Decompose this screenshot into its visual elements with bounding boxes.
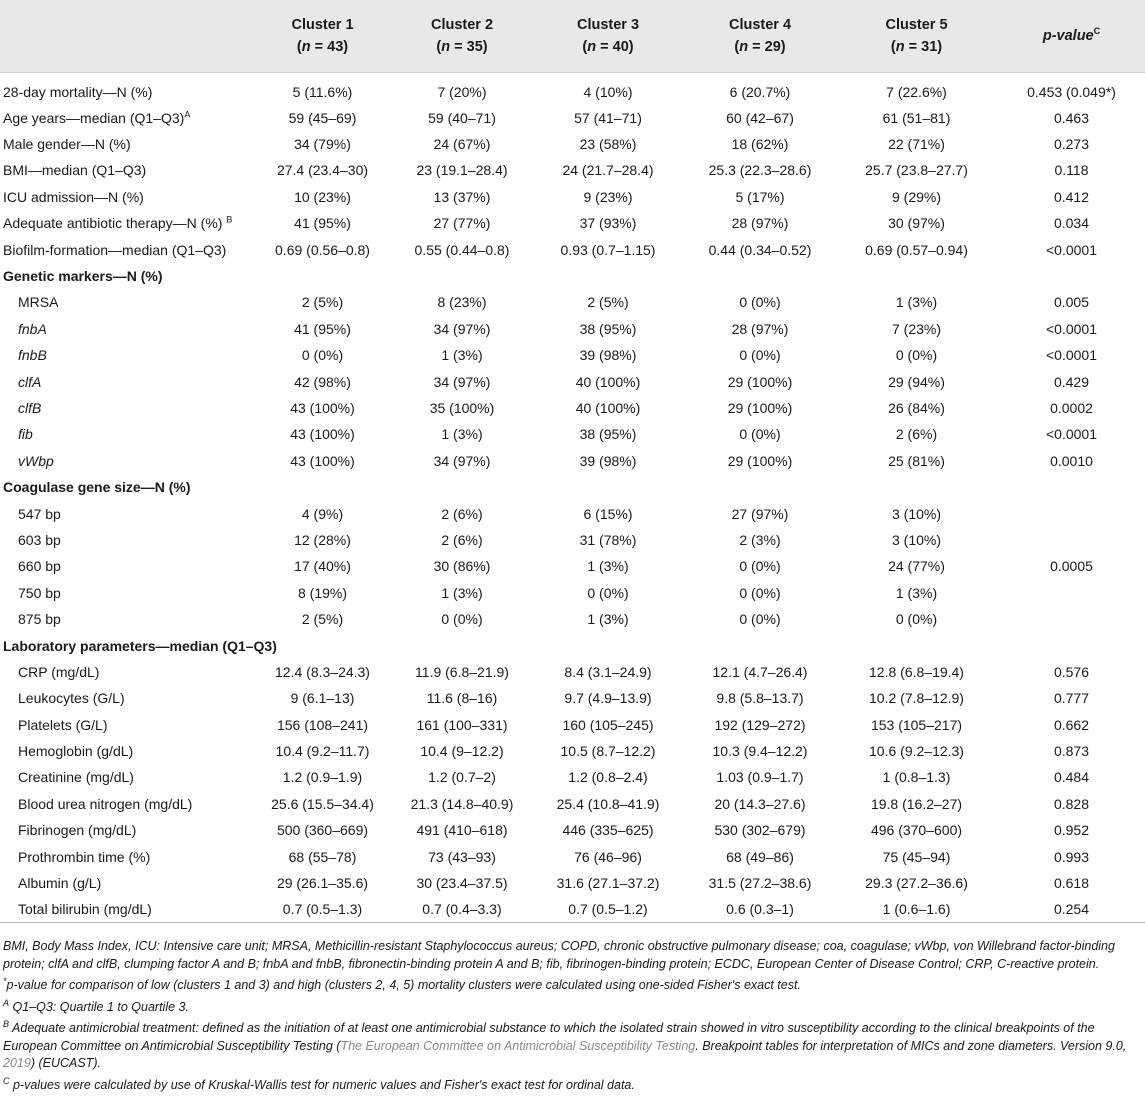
header-empty-cell — [0, 0, 252, 72]
table-cell: 34 (97%) — [433, 452, 491, 469]
table-cell: 6 (20.7%) — [729, 83, 791, 100]
table-row — [0, 606, 1145, 632]
table-row — [0, 817, 1145, 843]
row-label: fib — [18, 426, 33, 443]
table-cell: 59 (40–71) — [428, 109, 496, 126]
table-cell: 0 (0%) — [441, 611, 483, 628]
table-row — [0, 184, 1145, 210]
table-cell: 8 (23%) — [437, 294, 487, 311]
table-row — [0, 870, 1145, 896]
table-cell: 4 (10%) — [583, 83, 633, 100]
table-cell: 530 (302–679) — [714, 822, 806, 839]
table-cell: 41 (95%) — [294, 215, 351, 232]
table-cell: 160 (105–245) — [562, 716, 654, 733]
table-cell: 0 (0%) — [895, 611, 938, 628]
row-label-text: ICU admission—N (%) — [3, 188, 144, 205]
table-body — [0, 72, 1145, 923]
row-label: Total bilirubin (mg/dL) — [0, 896, 252, 923]
table-cell: 10.6 (9.2–12.3) — [869, 743, 964, 760]
table-cell: 0.828 — [1053, 795, 1090, 812]
table-cell: 30 (23.4–37.5) — [416, 875, 508, 892]
table-row — [0, 580, 1145, 606]
table-cell: 24 (67%) — [433, 136, 491, 153]
table-row — [0, 791, 1145, 817]
footnote-b-mark: B — [3, 1018, 10, 1029]
table-cell: 2 (6%) — [895, 426, 938, 443]
section-header-coagulase — [0, 474, 1145, 500]
table-header-row — [0, 0, 1145, 72]
table-cell: 38 (95%) — [579, 426, 637, 443]
table-cell: 24 (77%) — [888, 558, 945, 575]
table-cell: 73 (43–93) — [428, 848, 496, 865]
table-cell: 0.952 — [1053, 822, 1090, 839]
table-cell: 7 (23%) — [891, 320, 942, 337]
table-cell: 9.8 (5.8–13.7) — [716, 690, 804, 707]
table-cell: 19.8 (16.2–27) — [870, 795, 963, 812]
table-cell: <0.0001 — [1046, 241, 1097, 258]
table-cell: 0.453 (0.049*) — [1027, 83, 1116, 100]
row-label: MRSA — [18, 294, 59, 311]
row-label — [0, 72, 252, 105]
section-title: Genetic markers—N (%) — [3, 268, 163, 285]
table-cell: 20 (14.3–27.6) — [714, 795, 806, 812]
footnote-b-text: Adequate antimicrobial treatment: defined as the initiation of at least one antimicrobial substance to which the isolated strain showed in vitro susceptibility according to the clinical breakpoints of the European Committee on Antimicrobial Susceptibility Testing ( — [3, 1021, 1095, 1053]
table-cell: 28 (97%) — [731, 215, 789, 232]
table-cell: 1 (3%) — [895, 294, 938, 311]
table-cell: 1 (3%) — [895, 584, 938, 601]
table-cell: 0.118 — [1054, 162, 1089, 179]
table-cell: 156 (108–241) — [276, 716, 369, 733]
table-cell: 30 (86%) — [433, 558, 491, 575]
footnote-c-mark: C — [3, 1075, 10, 1086]
table-row — [0, 395, 1145, 421]
table-cell: 0.7 (0.5–1.3) — [252, 896, 393, 923]
table-cell: 42 (98%) — [294, 373, 351, 390]
row-label — [0, 210, 252, 236]
table-cell: 3 (10%) — [891, 505, 942, 522]
table-cell: 0.44 (0.34–0.52) — [708, 241, 812, 258]
table-cell: 22 (71%) — [888, 136, 945, 153]
table-row — [0, 316, 1145, 342]
row-label — [0, 157, 252, 183]
table-cell: 0 (0%) — [739, 426, 781, 443]
table-cell: 10.3 (9.4–12.2) — [712, 743, 808, 760]
header-cluster-4: Cluster 4 (n = 29) — [685, 0, 835, 72]
row-label: fnbB — [18, 347, 47, 364]
table-cell: 17 (40%) — [294, 558, 351, 575]
table-cell: 35 (100%) — [429, 399, 495, 416]
table-cell: 1 (3%) — [441, 584, 483, 601]
table-cell: 68 (55–78) — [288, 848, 357, 865]
row-label: CRP (mg/dL) — [18, 663, 100, 680]
table-cell: 39 (98%) — [579, 452, 637, 469]
table-cell: 23 (58%) — [579, 136, 637, 153]
table-cell: 29 (100%) — [727, 452, 793, 469]
table-cell: 1.2 (0.8–2.4) — [568, 769, 648, 786]
table-cell: 0.7 (0.5–1.2) — [531, 896, 685, 923]
table-cell: 0 (0%) — [739, 347, 781, 364]
table-cell: 1.03 (0.9–1.7) — [716, 769, 804, 786]
table-cell: 161 (100–331) — [416, 716, 508, 733]
table-cell: 11.9 (6.8–21.9) — [415, 663, 509, 680]
table-cell: 5 (17%) — [735, 188, 785, 205]
table-cell: 10.2 (7.8–12.9) — [869, 690, 964, 707]
table-cell: <0.0001 — [1046, 320, 1097, 337]
row-label-footnote-mark: A — [184, 109, 191, 120]
table-cell: 27 (97%) — [731, 505, 789, 522]
header-n: 29 — [764, 38, 781, 55]
table-cell: 8 (19%) — [297, 584, 348, 601]
table-cell: 7 (20%) — [437, 83, 487, 100]
row-label: Prothrombin time (%) — [18, 848, 151, 865]
table-cell: 68 (49–86) — [726, 848, 794, 865]
row-label: vWbp — [18, 452, 54, 469]
footnote-a-mark: A — [3, 997, 10, 1008]
table-cell: 40 (100%) — [575, 399, 641, 416]
table-cell: 1 (3%) — [441, 347, 483, 364]
row-label-text: 28-day mortality—N (%) — [3, 83, 153, 100]
section-header-laboratory — [0, 632, 1145, 658]
table-cell: 12 (28%) — [294, 531, 351, 548]
header-title: Cluster 4 — [728, 16, 792, 33]
table-cell: 0.55 (0.44–0.8) — [414, 241, 510, 258]
row-label — [0, 236, 252, 262]
header-title: Cluster 3 — [576, 16, 640, 33]
table-cell: 23 (19.1–28.4) — [416, 162, 508, 179]
row-label: Albumin (g/L) — [18, 875, 102, 892]
row-label: Blood urea nitrogen (mg/dL) — [18, 795, 193, 812]
table-cell: 59 (45–69) — [288, 109, 357, 126]
table-row — [0, 210, 1145, 236]
footnote-c-text: p-values were calculated by use of Kruskal-Wallis test for numeric values and Fisher's exact test for ordinal data. — [9, 1077, 635, 1092]
table-cell: 75 (45–94) — [882, 848, 951, 865]
footnote-c — [3, 1077, 1143, 1095]
table-cell: 24 (21.7–28.4) — [562, 162, 654, 179]
footnote-star-mark: * — [3, 975, 7, 986]
header-cluster-1: Cluster 1 (n = 43) — [252, 0, 393, 72]
table-cell: 0.993 — [1053, 848, 1090, 865]
row-label: Leukocytes (G/L) — [18, 690, 125, 707]
table-cell: 9.7 (4.9–13.9) — [564, 690, 652, 707]
table-cell: 2 (6%) — [441, 531, 483, 548]
table-cell: 192 (129–272) — [714, 716, 806, 733]
header-cluster-2: Cluster 2 (n = 35) — [393, 0, 531, 72]
table-cell: 21.3 (14.8–40.9) — [410, 795, 514, 812]
coagulase-pvalue-cell: 0.0005 — [1050, 558, 1093, 575]
table-cell: 1 (3%) — [587, 611, 629, 628]
table-cell: 27.4 (23.4–30) — [276, 162, 369, 179]
table-row — [0, 368, 1145, 394]
table-cell: 0 (0%) — [739, 584, 781, 601]
row-label: 660 bp — [18, 558, 61, 575]
table-cell: 31.6 (27.1–37.2) — [556, 875, 660, 892]
table-cell: 29.3 (27.2–36.6) — [865, 875, 968, 892]
table-cell: 0.873 — [1053, 743, 1090, 760]
table-cell: 2 (5%) — [587, 294, 629, 311]
table-cell: 0.0002 — [1050, 399, 1093, 416]
row-label-text: Biofilm-formation—median (Q1–Q3) — [3, 241, 227, 258]
table-cell: 0.273 — [1053, 136, 1090, 153]
footnote-b — [3, 1020, 1143, 1073]
footnote-a — [3, 999, 1143, 1017]
table-cell: 0.429 — [1053, 373, 1090, 390]
table-cell: 10.4 (9.2–11.7) — [275, 743, 370, 760]
table-cell: 1 (3%) — [441, 426, 483, 443]
table-cell: 27 (77%) — [433, 215, 491, 232]
table-cell: 4 (9%) — [301, 505, 344, 522]
row-label-footnote-mark: B — [226, 214, 233, 225]
header-title: Cluster 1 — [291, 16, 354, 33]
table-cell: 37 (93%) — [579, 215, 637, 232]
table-row — [0, 157, 1145, 183]
row-label: 875 bp — [18, 611, 61, 628]
table-cell: 43 (100%) — [290, 426, 355, 443]
header-n: 35 — [466, 38, 483, 55]
table-cell: 0 (0%) — [739, 558, 781, 575]
footnote-b-mid: . Breakpoint tables for interpretation of MICs and zone diameters. Version 9.0, — [695, 1038, 1127, 1053]
table-cell: 2 (5%) — [301, 294, 344, 311]
table-cell: 0 (0%) — [587, 584, 629, 601]
table-cell: 0.0010 — [1050, 452, 1093, 469]
reference-year-link[interactable]: 2019 — [3, 1056, 31, 1070]
footnote-a-text: Q1–Q3: Quartile 1 to Quartile 3. — [9, 999, 189, 1014]
table-row — [0, 738, 1145, 764]
row-label: Creatinine (mg/dL) — [18, 769, 134, 786]
row-label — [0, 184, 252, 210]
table-row — [0, 764, 1145, 790]
header-cluster-5: Cluster 5 (n = 31) — [835, 0, 998, 72]
table-cell: <0.0001 — [1046, 347, 1097, 364]
table-cell: 10.5 (8.7–12.2) — [560, 743, 656, 760]
table-cell: 2 (3%) — [739, 531, 781, 548]
table-cell: 25.7 (23.8–27.7) — [865, 162, 968, 179]
table-cell: 6 (15%) — [583, 505, 633, 522]
table-cell: 8.4 (3.1–24.9) — [564, 663, 652, 680]
table-cell: 0.484 — [1053, 769, 1090, 786]
table-cell: 0.254 — [998, 896, 1145, 923]
table-cell: 41 (95%) — [294, 320, 351, 337]
header-pvalue-sup: C — [1093, 25, 1101, 36]
header-title: Cluster 2 — [430, 16, 494, 33]
row-label — [0, 105, 252, 131]
row-label: clfB — [18, 399, 42, 416]
row-label — [0, 131, 252, 157]
row-label: 603 bp — [18, 531, 61, 548]
table-cell: 1.2 (0.9–1.9) — [282, 769, 363, 786]
table-cell: 11.6 (8–16) — [426, 690, 498, 707]
header-pvalue — [998, 0, 1145, 72]
table-cell: 13 (37%) — [433, 188, 491, 205]
table-cell: 31.5 (27.2–38.6) — [708, 875, 812, 892]
footnote-star — [3, 977, 1143, 995]
row-label: 750 bp — [18, 584, 61, 601]
table-cell: 500 (360–669) — [276, 822, 369, 839]
table-cell: 0.576 — [1053, 663, 1090, 680]
row-label-text: BMI—median (Q1–Q3) — [3, 162, 147, 179]
table-cell: 34 (97%) — [433, 320, 491, 337]
table-cell: 9 (23%) — [583, 188, 633, 205]
table-cell: 0 (0%) — [301, 347, 344, 364]
table-cell: 29 (100%) — [727, 373, 793, 390]
table-row — [0, 685, 1145, 711]
table-cell: 1 (0.6–1.6) — [835, 896, 998, 923]
table-cell: 25.3 (22.3–28.6) — [708, 162, 812, 179]
table-cell: 25 (81%) — [888, 452, 945, 469]
table-cell: 25.6 (15.5–34.4) — [271, 795, 374, 812]
table-cell: 31 (78%) — [579, 531, 637, 548]
table-cell: 12.4 (8.3–24.3) — [275, 663, 370, 680]
table-row — [0, 500, 1145, 526]
table-cell: 40 (100%) — [575, 373, 641, 390]
table-row — [0, 659, 1145, 685]
table-cell: 18 (62%) — [731, 136, 789, 153]
table-cell: 2 (5%) — [301, 611, 344, 628]
table-row — [0, 527, 1145, 553]
table-cell: 0.93 (0.7–1.15) — [560, 241, 656, 258]
table-row — [0, 843, 1145, 869]
table-cell: 39 (98%) — [579, 347, 637, 364]
table-row — [0, 105, 1145, 131]
table-footnotes — [3, 938, 1143, 1098]
table-cell: 10 (23%) — [294, 188, 351, 205]
table-cell: 57 (41–71) — [574, 109, 642, 126]
table-row — [0, 131, 1145, 157]
table-cell: 1 (0.8–1.3) — [882, 769, 951, 786]
table-cell: 0 (0%) — [895, 347, 938, 364]
table-cell: 34 (79%) — [294, 136, 351, 153]
table-cell: 0.005 — [1053, 294, 1090, 311]
table-cell: 446 (335–625) — [562, 822, 654, 839]
table-cell: 0.6 (0.3–1) — [685, 896, 835, 923]
table-cell: 28 (97%) — [731, 320, 789, 337]
table-cell: 0.7 (0.4–3.3) — [393, 896, 531, 923]
table-cell: 0.662 — [1053, 716, 1090, 733]
section-title: Laboratory parameters—median (Q1–Q3) — [3, 637, 277, 654]
header-n: 31 — [921, 38, 938, 55]
table-cell: 496 (370–600) — [870, 822, 963, 839]
table-cell: 9 (29%) — [891, 188, 942, 205]
table-cell: 0.463 — [1053, 109, 1090, 126]
table-cell: 2 (6%) — [441, 505, 483, 522]
row-label: Platelets (G/L) — [18, 716, 108, 733]
row-label: Fibrinogen (mg/dL) — [18, 822, 137, 839]
table-cell: 0 (0%) — [739, 611, 781, 628]
row-label-text: Adequate antibiotic therapy—N (%) — [3, 215, 227, 232]
table-cell: 491 (410–618) — [416, 822, 508, 839]
table-cell: 10.4 (9–12.2) — [420, 743, 504, 760]
table-row — [0, 448, 1145, 474]
footnote-star-text: p-value for comparison of low (clusters 1 and 3) and high (clusters 2, 4, 5) mortality clusters were calculated using one-sided Fisher's exact test. — [6, 978, 801, 992]
table-row — [0, 342, 1145, 368]
eucast-reference-link[interactable]: The European Committee on Antimicrobial Susceptibility Testing — [340, 1038, 696, 1053]
row-label-text: Male gender—N (%) — [3, 136, 131, 153]
row-label-text: Age years—median (Q1–Q3) — [3, 109, 185, 126]
table-cell: 153 (105–217) — [870, 716, 963, 733]
header-n: 40 — [612, 38, 629, 55]
table-row — [0, 711, 1145, 737]
row-label: fnbA — [18, 320, 47, 337]
section-title: Coagulase gene size—N (%) — [3, 479, 191, 496]
table-cell: 43 (100%) — [290, 399, 355, 416]
header-title: Cluster 5 — [885, 16, 948, 33]
table-row — [0, 421, 1145, 447]
table-cell: 0.618 — [1053, 875, 1090, 892]
table-cell: 60 (42–67) — [726, 109, 794, 126]
table-cell: 25.4 (10.8–41.9) — [556, 795, 660, 812]
table-cell: 38 (95%) — [579, 320, 637, 337]
table-cell: 0 (0%) — [739, 294, 781, 311]
table-cell: 29 (26.1–35.6) — [276, 875, 369, 892]
header-pvalue-label: p-value — [1042, 27, 1094, 44]
table-cell: 29 (100%) — [727, 399, 793, 416]
footnote-b-post: ) (EUCAST). — [30, 1056, 101, 1070]
table-cell: 1.2 (0.7–2) — [428, 769, 496, 786]
table-cell: 61 (51–81) — [882, 109, 951, 126]
table-cell: 7 (22.6%) — [886, 83, 947, 100]
table-row — [0, 896, 1145, 923]
table-cell: <0.0001 — [1046, 426, 1097, 443]
table-row — [0, 72, 1145, 105]
table-cell: 0.777 — [1053, 690, 1090, 707]
table-row — [0, 553, 1145, 579]
table-cell: 0.034 — [1053, 215, 1090, 232]
table-cell: 43 (100%) — [290, 452, 355, 469]
table-row — [0, 236, 1145, 262]
row-label: 547 bp — [18, 505, 61, 522]
table-cell: 9 (6.1–13) — [290, 690, 355, 707]
row-label: clfA — [18, 373, 42, 390]
table-cell: 0.69 (0.57–0.94) — [865, 241, 968, 258]
table-cell: 0.412 — [1053, 188, 1090, 205]
table-cell: 30 (97%) — [888, 215, 945, 232]
table-cell: 26 (84%) — [888, 399, 945, 416]
footnote-abbreviations: BMI, Body Mass Index, ICU: Intensive care unit; MRSA, Methicillin-resistant Staphylococcus aureus; COPD, chronic obstructive pulmonary disease; coa, coagulase; vWbp, von Willebrand factor-binding protein; clfA and clfB, clumping factor A and B; fnbA and fnbB, fibronectin-binding protein A and B; fib, fibrinogen-binding protein; ECDC, European Center of Disease Control; CRP, C-reactive protein. — [3, 939, 1115, 971]
table-cell: 1 (3%) — [587, 558, 629, 575]
row-label: Hemoglobin (g/dL) — [18, 743, 134, 760]
table-cell: 0.69 (0.56–0.8) — [275, 241, 370, 258]
table-cell: 5 (11.6%) — [292, 83, 353, 100]
header-n: 43 — [327, 38, 344, 55]
section-header-genetic-markers — [0, 263, 1145, 289]
table-cell: 3 (10%) — [891, 531, 942, 548]
table-cell: 34 (97%) — [433, 373, 491, 390]
header-cluster-3: Cluster 3 (n = 40) — [531, 0, 685, 72]
table-row — [0, 289, 1145, 315]
table-cell: 12.1 (4.7–26.4) — [712, 663, 808, 680]
table-cell: 29 (94%) — [888, 373, 945, 390]
table-cell: 12.8 (6.8–19.4) — [869, 663, 964, 680]
table-cell: 76 (46–96) — [574, 848, 642, 865]
